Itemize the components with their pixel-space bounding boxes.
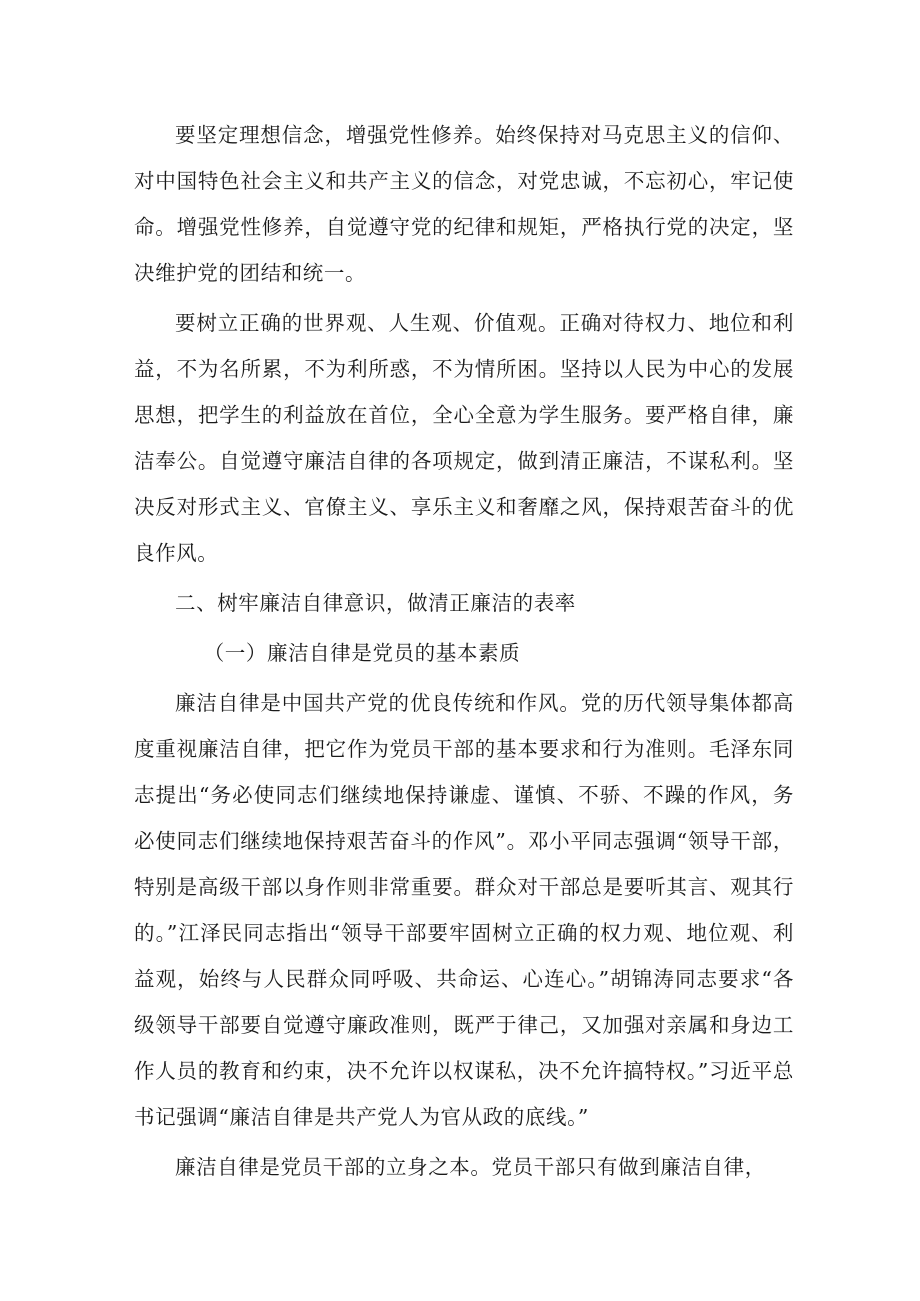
section-heading: 二、树牢廉洁自律意识，做清正廉洁的表率: [175, 591, 576, 615]
paragraph-foundation: 廉洁自律是党员干部的立身之本。党员干部只有做到廉洁自律，: [175, 1155, 766, 1179]
paragraph-tradition: 廉洁自律是中国共产党的优良传统和作风。党的历代领导集体都高度重视廉洁自律，把它作为党员干部的基本要求和行为准则。毛泽东同志提出“务必使同志们继续地保持谦虚、谨慎、不骄、不躁的作风，务必使同志们继续地保持艰苦奋斗的作风”。邓小平同志强调“领导干部，特别是高级干部以身作则非常重要。群众对干部总是要听其言、观其行的。”江泽民同志指出“领导干部要牢固树立正确的权力观、地位观、利益观，始终与人民群众同呼吸、共命运、心连心。”胡锦涛同志要求“各级领导干部要自觉遵守廉政准则，既严于律己，又加强对亲属和身边工作人员的教育和约束，决不允许以权谋私，决不允许搞特权。”习近平总书记强调“廉洁自律是共产党人为官从政的底线。”: [134, 691, 794, 1129]
paragraph-worldview: 要树立正确的世界观、人生观、价值观。正确对待权力、地位和利益，不为名所累，不为利所惑，不为情所困。坚持以人民为中心的发展思想，把学生的利益放在首位，全心全意为学生服务。要严格自律，廉洁奉公。自觉遵守廉洁自律的各项规定，做到清正廉洁，不谋私利。坚决反对形式主义、官僚主义、享乐主义和奢靡之风，保持艰苦奋斗的优良作风。: [134, 311, 794, 565]
paragraph-ideals: 要坚定理想信念，增强党性修养。始终保持对马克思主义的信仰、对中国特色社会主义和共产主义的信念，对党忠诚，不忘初心，牢记使命。增强党性修养，自觉遵守党的纪律和规矩，严格执行党的决定，坚决维护党的团结和统一。: [134, 123, 794, 285]
document-body: [134, 112, 794, 1194]
subsection-heading: （一）廉洁自律是党员的基本素质: [203, 641, 521, 665]
